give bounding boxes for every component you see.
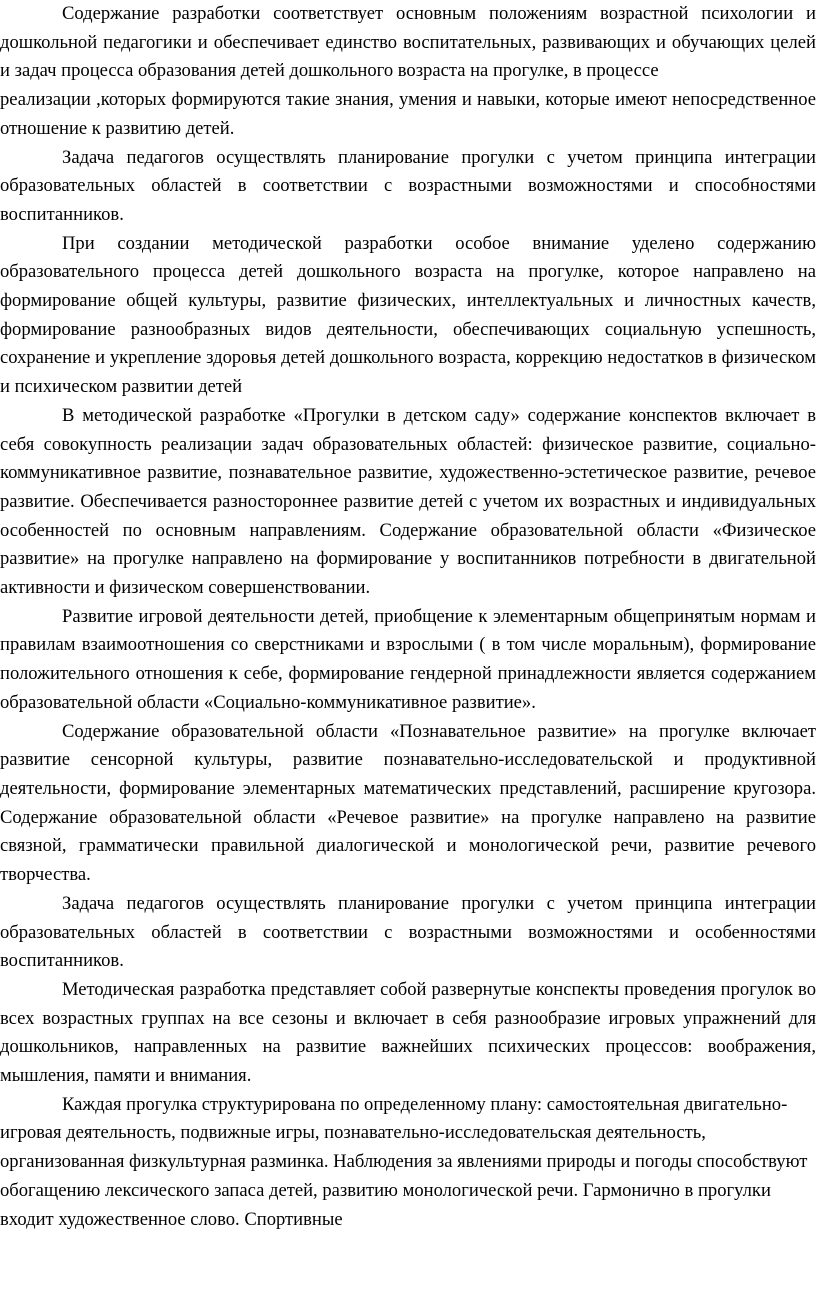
paragraph-method-summary: Методическая разработка представляет собой развернутые конспекты проведения прогулок во всех возрастных группах на все сезоны и включает в себя разнообразие игровых упражнений для дошкольников, направленных на развитие важнейших психических процессов: воображения, мышления, памяти и внимания. xyxy=(0,978,816,1087)
paragraph-content-intro: Содержание разработки соответствует основным положениям возрастной психологии и дошкольной педагогики и обеспечивает единство воспитательных, развивающих и обучающих целей и задач процесса образования детей дошкольного возраста на прогулке, в процессе xyxy=(0,3,816,82)
paragraph-teacher-task: Задача педагогов осуществлять планирование прогулки с учетом принципа интеграции образовательных областей в соответствии с возрастными возможностями и способностями воспитанников. xyxy=(0,146,816,225)
paragraph-educational-areas: В методической разработке «Прогулки в детском саду» содержание конспектов включает в себя совокупность реализации задач образовательных областей: физическое развитие, социально-коммуникативное развитие, познавательное развитие, художественно-эстетическое развитие, речевое развитие. Обеспечивается разностороннее развитие детей с учетом их возрастных и индивидуальных особенностей по основным направлениям. Содержание образовательной области «Физическое развитие» на прогулке направлено на формирование у воспитанников потребности в двигательной активности и физическом совершенствовании. xyxy=(0,404,816,599)
paragraph-cognitive-speech: Содержание образовательной области «Познавательное развитие» на прогулке включает развитие сенсорной культуры, развитие познавательно-исследовательской и продуктивной деятельности, формирование элементарных математических представлений, расширение кругозора. Содержание образовательной области «Речевое развитие» на прогулке направлено на развитие связной, грамматически правильной диалогической и монологической речи, развитие речевого творчества. xyxy=(0,720,816,886)
paragraph-walk-structure: Каждая прогулка структурирована по определенному плану: самостоятельная двигательно- игровая деятельность, подвижные игры, познавательно-исследовательская деятельность, организованная физкультурная разминка. Наблюдения за явлениями природы и погоды способствуют обогащению лексического запаса детей, развитию монологической речи. Гармонично в прогулки входит художественное слово. Спортивные xyxy=(0,1093,808,1230)
paragraph-implementation: реализации ,которых формируются такие знания, умения и навыки, которые имеют непосредственное отношение к развитию детей. xyxy=(0,89,816,139)
paragraph-methodical-focus: При создании методической разработки особое внимание уделено содержанию образовательного процесса детей дошкольного возраста на прогулке, которое направлено на формирование общей культуры, развитие физических, интеллектуальных и личностных качеств, формирование разнообразных видов деятельности, обеспечивающих социальную успешность, сохранение и укрепление здоровья детей дошкольного возраста, коррекцию недостатков в физическом и психическом развитии детей xyxy=(0,232,816,398)
paragraph-social-communicative: Развитие игровой деятельности детей, приобщение к элементарным общепринятым нормам и правилам взаимоотношения со сверстниками и взрослыми ( в том числе моральным), формирование положительного отношения к себе, формирование гендерной принадлежности является содержанием образовательной области «Социально-коммуникативное развитие». xyxy=(0,605,816,713)
paragraph-teacher-task-repeat: Задача педагогов осуществлять планирование прогулки с учетом принципа интеграции образовательных областей в соответствии с возрастными возможностями и особенностями воспитанников. xyxy=(0,892,816,972)
